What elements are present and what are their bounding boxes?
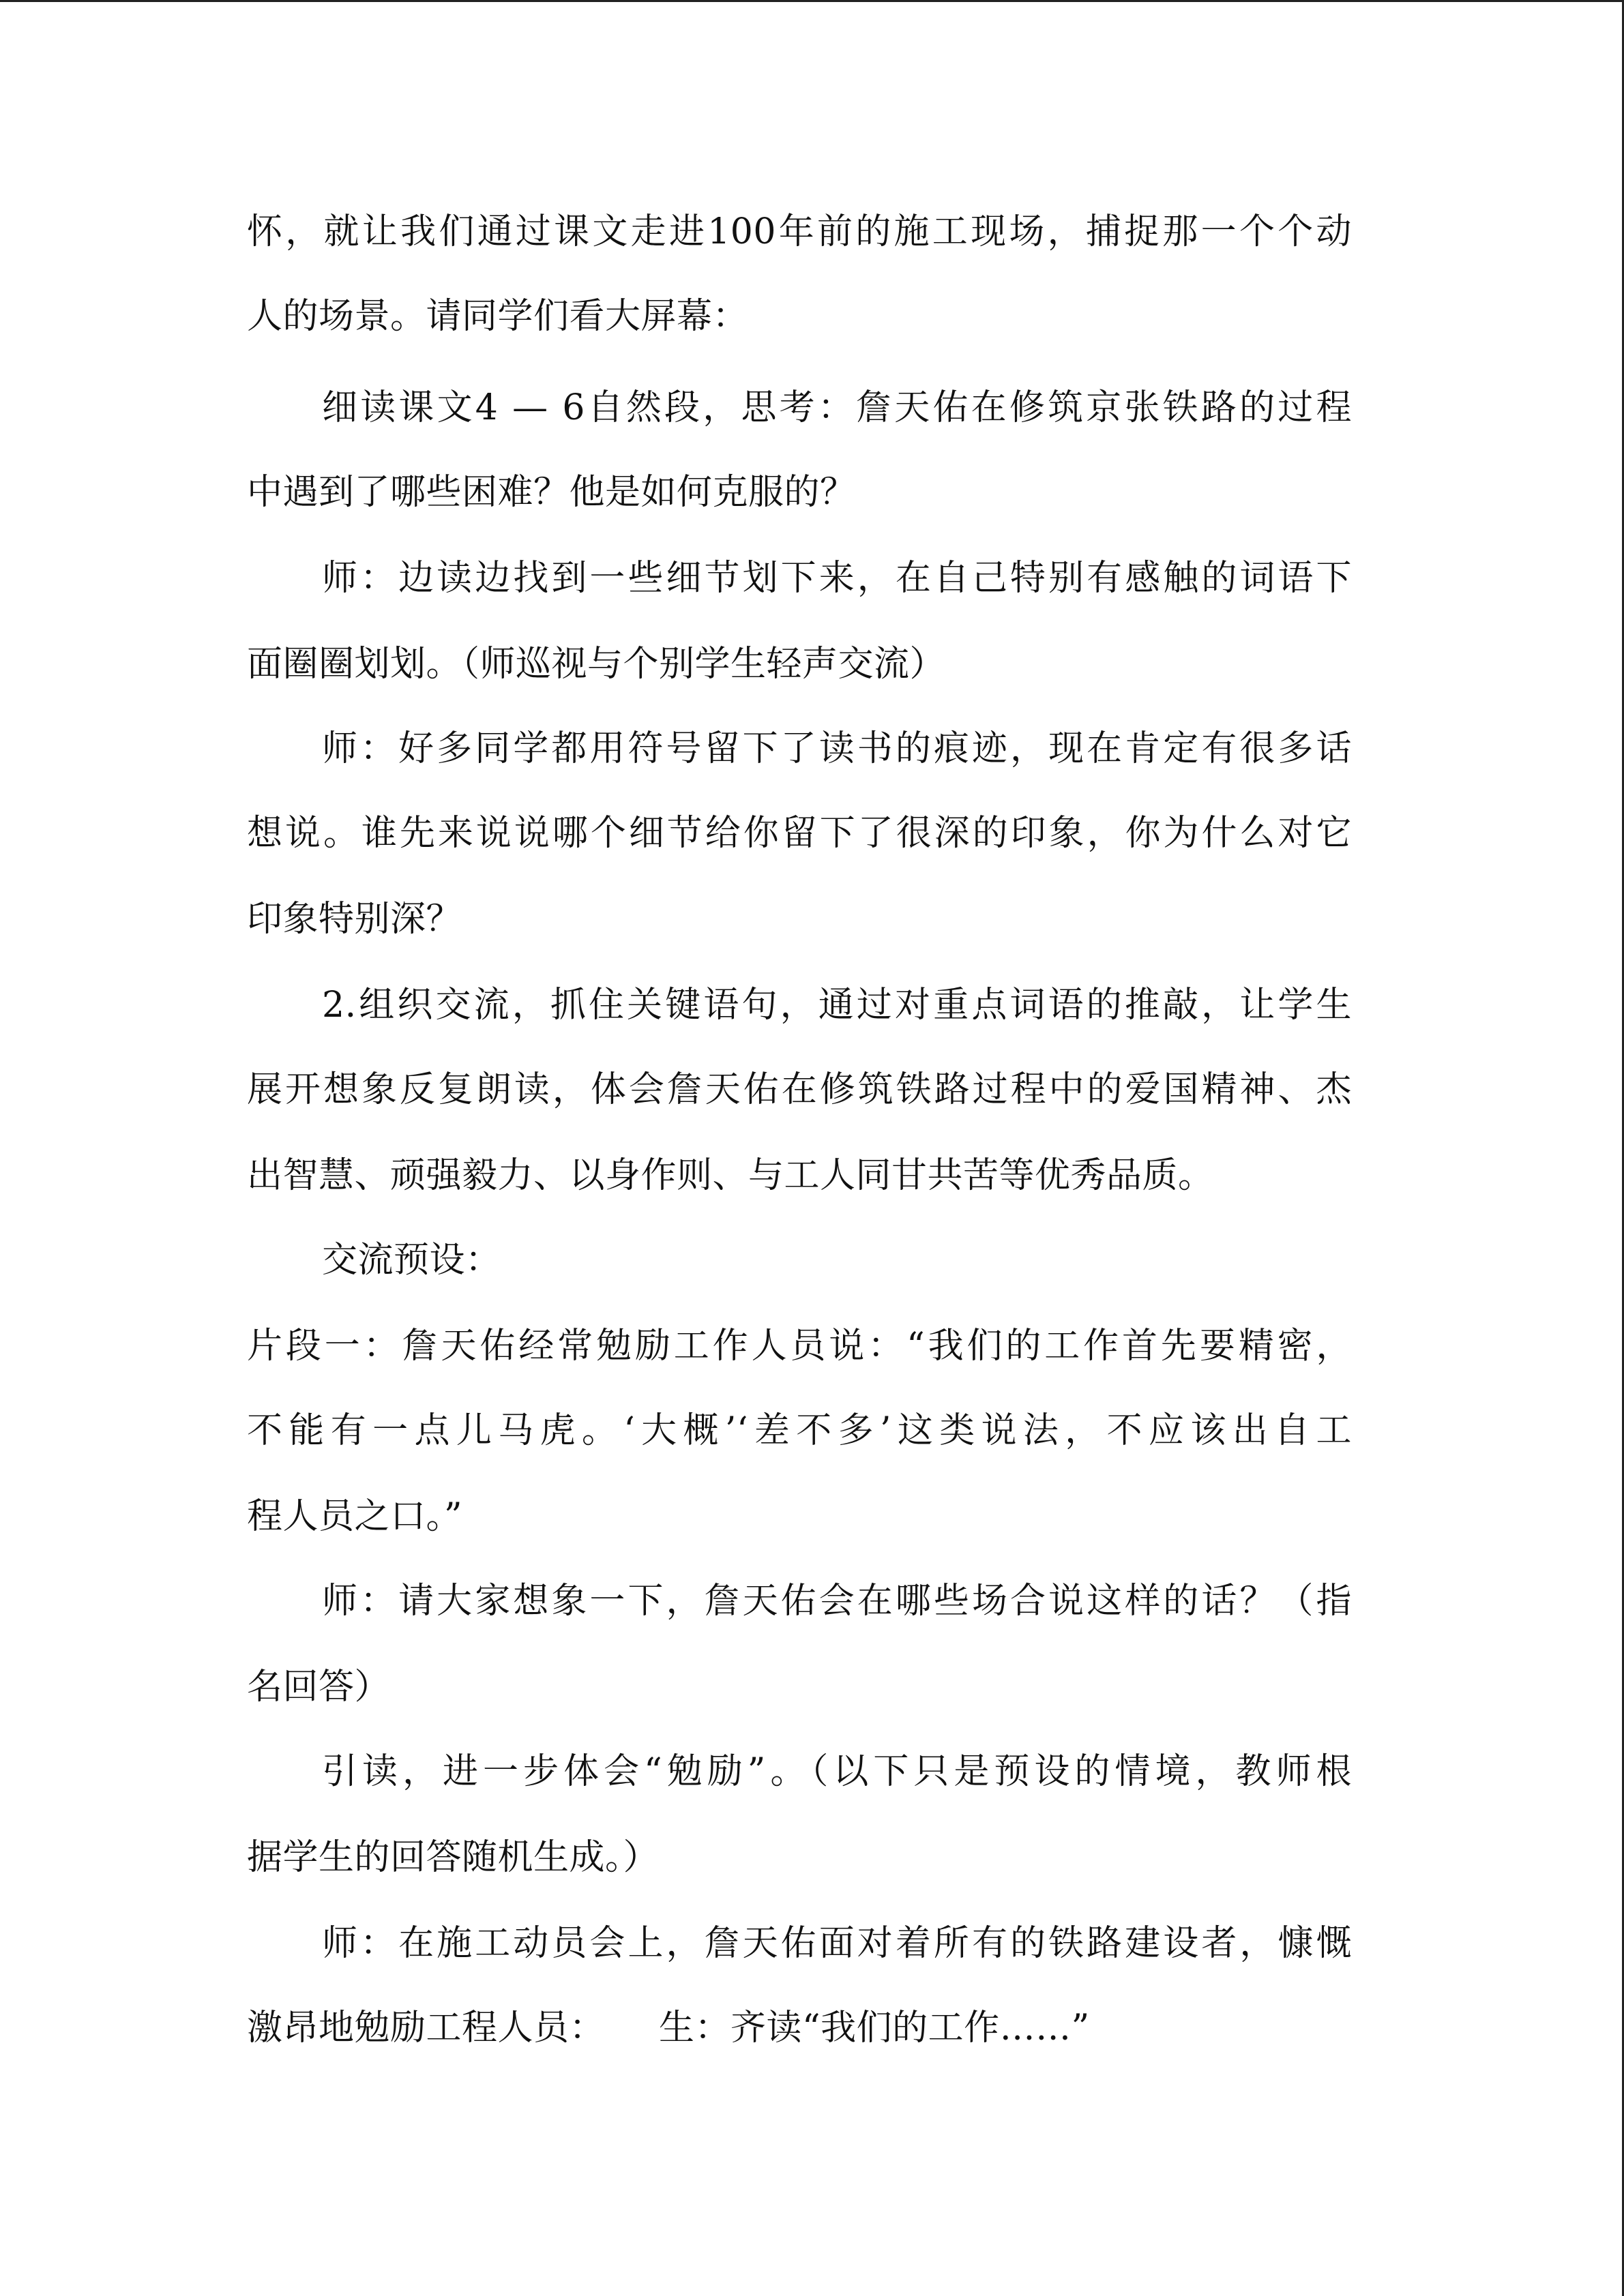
text-line-4: 中遇到了哪些困难？他是如何克服的？ bbox=[247, 472, 856, 513]
text-line-21: 师：在施工动员会上，詹天佑面对着所有的铁路建设者，慷慨 bbox=[322, 1923, 1352, 1964]
text-line-12: 出智慧、顽强毅力、以身作则、与工人同甘共苦等优秀品质。 bbox=[247, 1155, 1214, 1196]
text-line-5: 师：边读边找到一些细节划下来，在自己特别有感触的词语下 bbox=[322, 558, 1352, 599]
page-border-top bbox=[0, 0, 1624, 2]
text-line-17: 师：请大家想象一下，詹天佑会在哪些场合说这样的话？（指 bbox=[322, 1581, 1352, 1622]
text-line-11: 展开想象反复朗读，体会詹天佑在修筑铁路过程中的爱国精神、杰 bbox=[247, 1069, 1352, 1110]
text-line-10: 2.组织交流，抓住关键语句，通过对重点词语的推敲，让学生 bbox=[322, 985, 1352, 1026]
text-line-8: 想说。谁先来说说哪个细节给你留下了很深的印象，你为什么对它 bbox=[247, 813, 1352, 854]
text-line-6: 面圈圈划划。（师巡视与个别学生轻声交流） bbox=[247, 644, 946, 685]
text-line-9: 印象特别深？ bbox=[247, 899, 462, 940]
text-line-3: 细读课文4 — 6自然段，思考：詹天佑在修筑京张铁路的过程 bbox=[322, 387, 1352, 428]
text-line-15: 不能有一点儿马虎。‘大概’‘差不多’这类说法，不应该出自工 bbox=[247, 1410, 1352, 1451]
text-line-18: 名回答） bbox=[247, 1667, 391, 1708]
text-line-14: 片段一：詹天佑经常勉励工作人员说：“我们的工作首先要精密， bbox=[247, 1326, 1352, 1367]
text-line-22: 激昂地勉励工程人员： 生：齐读“我们的工作……” bbox=[247, 2008, 1090, 2048]
text-line-16: 程人员之口。” bbox=[247, 1496, 463, 1537]
text-line-7: 师：好多同学都用符号留下了读书的痕迹，现在肯定有很多话 bbox=[322, 728, 1352, 769]
text-line-2: 人的场景。请同学们看大屏幕： bbox=[247, 296, 749, 337]
text-line-20: 据学生的回答随机生成。） bbox=[247, 1837, 660, 1878]
text-line-19: 引读，进一步体会“勉励”。（以下只是预设的情境，教师根 bbox=[322, 1751, 1352, 1792]
text-line-1: 怀，就让我们通过课文走进100年前的施工现场，捕捉那一个个动 bbox=[247, 211, 1352, 252]
text-line-13: 交流预设： bbox=[322, 1240, 501, 1281]
